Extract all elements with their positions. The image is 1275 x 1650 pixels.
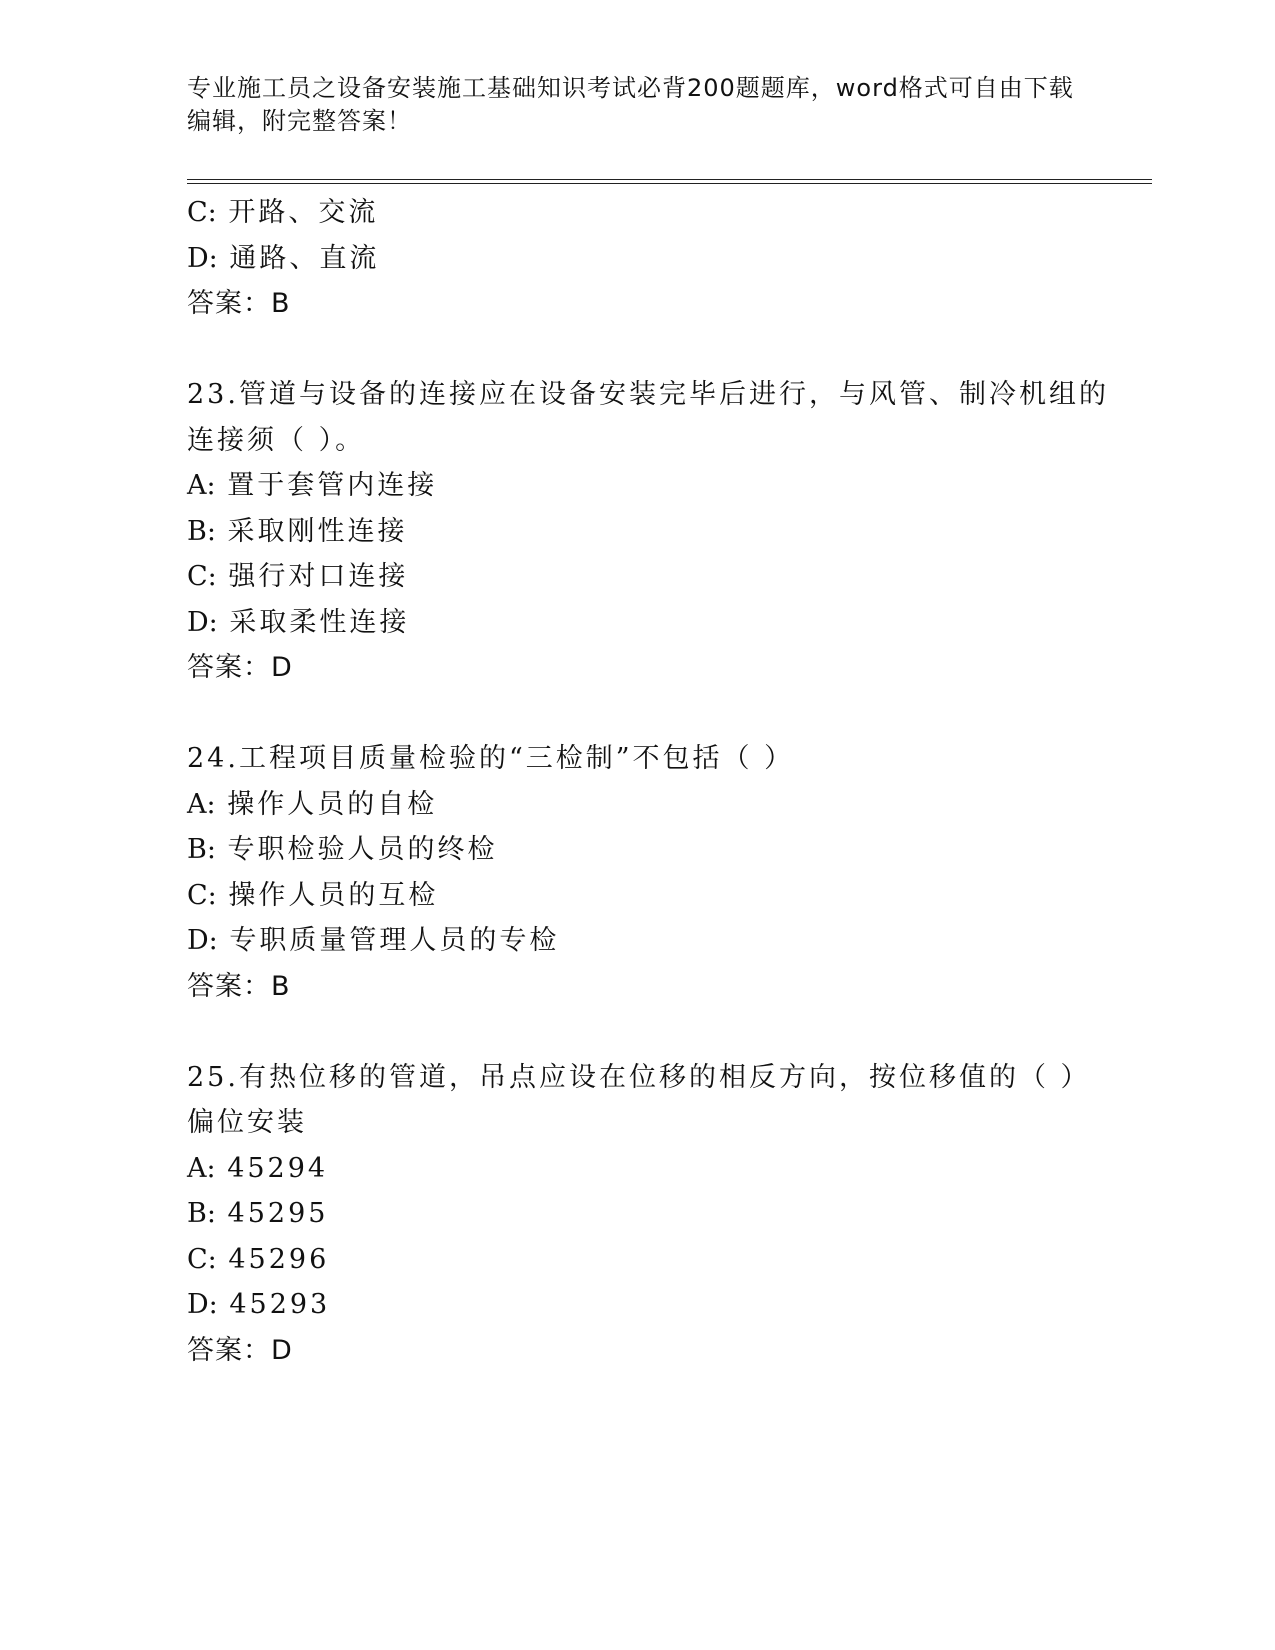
option-text: 通路、直流	[229, 242, 380, 274]
option-text: 采取柔性连接	[229, 606, 410, 638]
header-line-1: 专业施工员之设备安装施工基础知识考试必背200题题库，word格式可自由下载	[187, 74, 1074, 102]
option-label: A:	[187, 1152, 216, 1184]
header-line-2: 编辑，附完整答案！	[187, 107, 412, 135]
option-line	[187, 1146, 1087, 1192]
option-label: C:	[187, 1243, 217, 1275]
option-line	[187, 554, 1087, 600]
option-label: D:	[187, 1289, 218, 1320]
option-line	[187, 600, 1087, 646]
question-stem: 连接须（ ）。	[187, 424, 366, 456]
option-label: A:	[187, 788, 216, 820]
answer-line: 答案：D	[187, 652, 293, 683]
header-divider-bottom	[187, 183, 1152, 184]
answer-line: 答案：D	[187, 1334, 293, 1366]
option-text: 开路、交流	[228, 197, 379, 228]
option-text: 专职质量管理人员的专检	[229, 925, 560, 956]
option-label: C:	[187, 879, 217, 911]
option-line	[187, 782, 1087, 828]
option-text: 操作人员的自检	[227, 788, 438, 820]
option-line	[187, 918, 1087, 964]
option-line	[187, 1237, 1087, 1283]
spacer	[187, 691, 1087, 737]
option-line	[187, 873, 1087, 919]
option-text: 置于套管内连接	[227, 470, 438, 501]
option-line	[187, 1191, 1087, 1237]
option-label: C:	[187, 197, 217, 228]
option-line	[187, 190, 1087, 236]
option-text: 专职检验人员的终检	[227, 834, 498, 865]
document-header	[187, 72, 1087, 138]
header-divider-top	[187, 179, 1152, 180]
option-label: D:	[187, 925, 218, 956]
option-text: 强行对口连接	[228, 561, 409, 592]
option-label: D:	[187, 242, 218, 274]
answer-line: 答案：B	[187, 288, 291, 319]
option-text: 操作人员的互检	[228, 879, 439, 911]
answer-line: 答案：B	[187, 970, 291, 1002]
question-stem: 偏位安装	[187, 1107, 307, 1138]
option-label: C:	[187, 561, 217, 592]
option-label: D:	[187, 606, 218, 638]
option-label: B:	[187, 834, 216, 865]
option-line	[187, 463, 1087, 509]
spacer	[187, 1009, 1087, 1055]
option-line	[187, 509, 1087, 555]
option-label: A:	[187, 470, 216, 501]
question-stem: 23.管道与设备的连接应在设备安装完毕后进行，与风管、制冷机组的	[187, 379, 1109, 410]
option-text: 45296	[228, 1243, 330, 1275]
question-stem: 25.有热位移的管道，吊点应设在位移的相反方向，按位移值的（ ）	[187, 1061, 1091, 1093]
option-line	[187, 827, 1087, 873]
option-text: 采取刚性连接	[227, 515, 408, 547]
option-line	[187, 1282, 1087, 1328]
question-list	[187, 190, 1109, 1373]
option-text: 45295	[227, 1198, 329, 1229]
spacer	[187, 327, 1087, 373]
option-line	[187, 236, 1087, 282]
option-label: B:	[187, 515, 216, 547]
option-text: 45293	[229, 1289, 331, 1320]
option-text: 45294	[227, 1152, 329, 1184]
option-label: B:	[187, 1198, 216, 1229]
question-stem: 24.工程项目质量检验的“三检制”不包括（ ）	[187, 743, 795, 774]
